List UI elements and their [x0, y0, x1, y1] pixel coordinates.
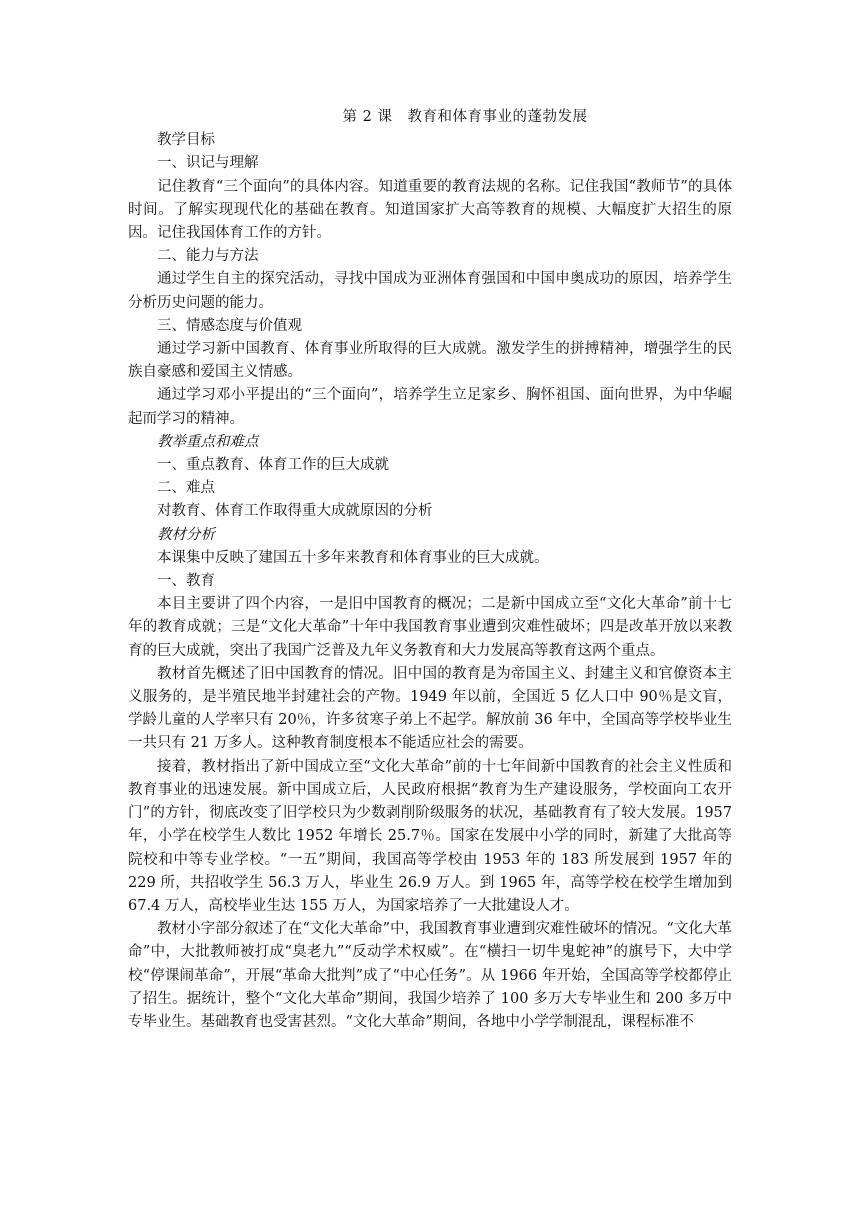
paragraph: 教材小字部分叙述了在“文化大革命”中，我国教育事业遭到灾难性破坏的情况。“文化大革命”中，大批教师被打成“臭老九”“反动学术权威”。在“横扫一切牛鬼蛇神”的旗号下，大中学校“停课闹革命”，开展“革命大批判”成了“中心任务”。从 1966 年开始，全国高等学校都停止了招生。据统计，整个“文化大革命”期间，我国少培养了 100 多万大专毕业生和 200 多万中专毕业生。基础教育也受害甚烈。“文化大革命”期间，各地中小学学制混乱，课程标准不 [128, 921, 732, 1030]
section-heading: 对教育、体育工作取得重大成就原因的分析 [157, 503, 433, 520]
paragraph: 记住教育“三个面向”的具体内容。知道重要的教育法规的名称。记住我国“教师节”的具体时间。了解实现现代化的基础在教育。知道国家扩大高等教育的规模、大幅度扩大招生的原因。记住我国体育工作的方针。 [128, 178, 732, 242]
section-heading: 二、能力与方法 [157, 248, 259, 265]
section-heading: 教举重点和难点 [157, 433, 259, 450]
paragraph: 通过学习邓小平提出的“三个面向”，培养学生立足家乡、胸怀祖国、面向世界，为中华崛起而学习的精神。 [128, 387, 732, 427]
paragraph: 本目主要讲了四个内容，一是旧中国教育的概况；二是新中国成立至“文化大革命”前十七年的教育成就；三是“文化大革命”十年中我国教育事业遭到灾难性破坏；四是改革开放以来教育的巨大成就，突出了我国广泛普及九年义务教育和大力发展高等教育这两个重点。 [128, 596, 732, 659]
section-heading: 二、难点 [157, 480, 215, 497]
section-heading: 教材分析 [157, 526, 215, 543]
paragraph: 接着，教材指出了新中国成立至“文化大革命”前的十七年间新中国教育的社会主义性质和教育事业的迅速发展。新中国成立后，人民政府根据“教育为生产建设服务，学校面向工农开门”的方针，彻底改变了旧学校只为少数剥削阶级服务的状况，基础教育有了较大发展。1957 年，小学在校学生人数比 1952 年增长 25.7％。国家在发展中小学的同时，新建了大批高等院校和中等专业学校。“一五”期间，我国高等学校由 1953 年的 183 所发展到 1957 年的 229 所，共招收学生 56.3 万人，毕业生 26.9 万人。到 1965 年，高等学校在校学生增加到 67.4 万人，高校毕业生达 155 万人，为国家培养了一大批建设人才。 [128, 758, 732, 914]
paragraph: 通过学习新中国教育、体育事业所取得的巨大成就。激发学生的拼搏精神，增强学生的民族自豪感和爱国主义情感。 [128, 341, 732, 381]
section-heading: 一、识记与理解 [157, 155, 259, 172]
paragraph: 教材首先概述了旧中国教育的情况。旧中国的教育是为帝国主义、封建主义和官僚资本主义服务的，是半殖民地半封建社会的产物。1949 年以前，全国近 5 亿人口中 90％是文盲，学龄儿童的人学率只有 20％，许多贫寒子弟上不起学。解放前 36 年中，全国高等学校毕业生一共只有 21 万多人。这种教育制度根本不能适应社会的需要。 [128, 665, 732, 752]
section-heading: 三、情感态度与价值观 [157, 317, 302, 334]
section-heading: 本课集中反映了建国五十多年来教育和体育事业的巨大成就。 [157, 549, 549, 566]
section-heading: 一、教育 [157, 573, 215, 590]
section-heading: 一、重点教育、体育工作的巨大成就 [157, 457, 389, 474]
lesson-title: 第 2 课 教育和体育事业的蓬勃发展 [342, 109, 588, 125]
section-heading: 教学目标 [157, 132, 215, 149]
document-body [128, 129, 732, 1034]
paragraph: 通过学生自主的探究活动，寻找中国成为亚洲体育强国和中国申奥成功的原因，培养学生分析历史问题的能力。 [128, 271, 732, 311]
document-page [128, 106, 732, 1034]
